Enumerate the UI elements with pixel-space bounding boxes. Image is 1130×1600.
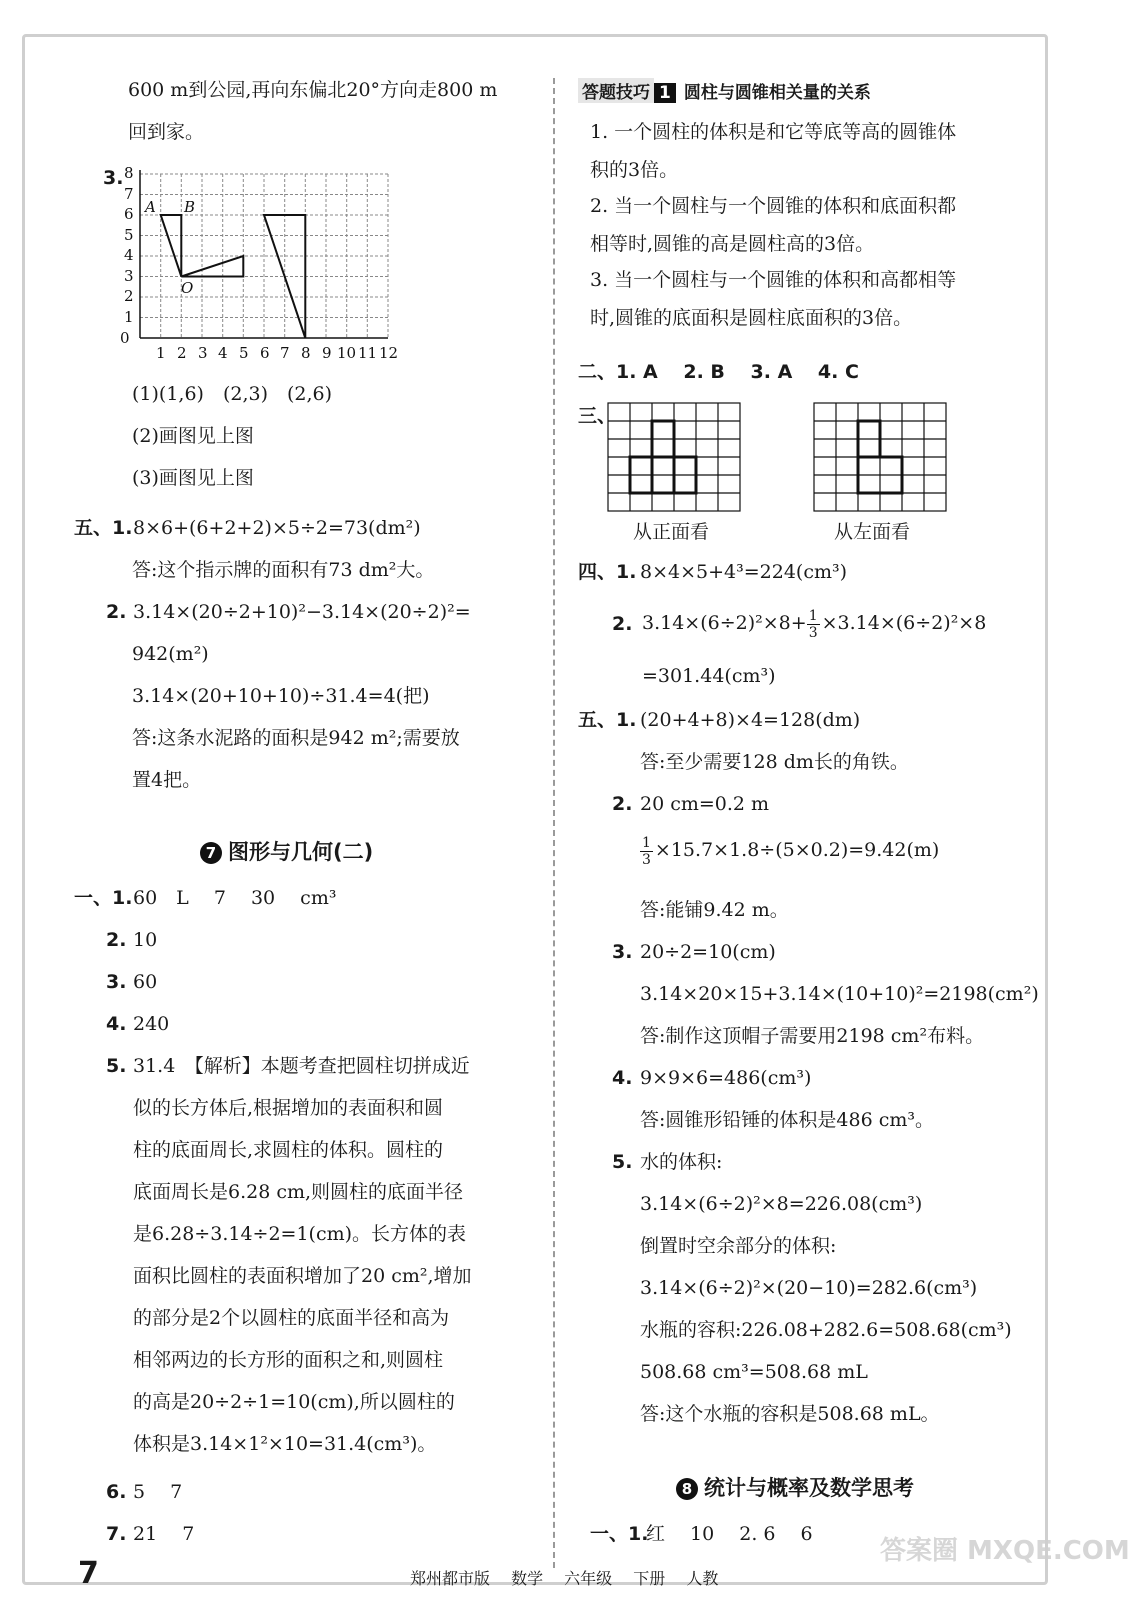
sec1-q5-line4: 底面周长是6.28 cm,则圆柱的底面半径 [133, 1181, 464, 1203]
sec5-q1: 8×6+(6+2+2)×5÷2=73(dm²) [133, 517, 421, 539]
sec5-q2-line3: 3.14×(20+10+10)÷31.4=4(把) [132, 685, 430, 707]
sec5r-q5-line3: 倒置时空余部分的体积: [640, 1235, 837, 1257]
sec5r-label: 五、1. [578, 709, 637, 731]
sec1-q5-line1: 31.4 【解析】本题考查把圆柱切拼成近 [133, 1055, 470, 1077]
sec5r-q2-line1: 20 cm=0.2 m [640, 793, 770, 815]
y-tick-label: 3 [124, 267, 134, 285]
sec4-q1: 8×4×5+4³=224(cm³) [640, 561, 848, 583]
coordinate-grid [118, 162, 408, 364]
tip-3-line2: 时,圆锥的底面积是圆柱底面积的3倍。 [590, 307, 913, 329]
sec2-answers: 二、1. A 2. B 3. A 4. C [578, 361, 859, 383]
sec5r-q5-line1: 水的体积: [640, 1151, 723, 1173]
front-view-caption: 从正面看 [633, 521, 710, 543]
tip-2-line2: 相等时,圆锥的高是圆柱高的3倍。 [590, 233, 875, 255]
x-tick-label: 4 [218, 344, 228, 362]
sec5-q1-answer: 答:这个指示牌的面积有73 dm²大。 [132, 559, 435, 581]
sec1-q5-line6: 面积比圆柱的表面积增加了20 cm²,增加 [133, 1265, 472, 1287]
left-view-grid [813, 402, 949, 514]
sec5r-q3-line2: 3.14×20×15+3.14×(10+10)²=2198(cm²) [640, 983, 1039, 1005]
sec1-q4-number: 4. [106, 1013, 127, 1035]
column-divider [553, 78, 555, 1568]
sec1r-answers: 红 10 2. 6 6 [646, 1523, 813, 1545]
sec1-q5-line9: 的高是20÷2÷1=10(cm),所以圆柱的 [133, 1391, 455, 1413]
q3-number: 3. [103, 167, 124, 189]
q3-answer-2: (2)画图见上图 [132, 425, 254, 447]
sec5r-q5-line2: 3.14×(6÷2)²×8=226.08(cm³) [640, 1193, 923, 1215]
y-tick-label: 2 [124, 287, 134, 305]
sec4-q2-line1 [642, 605, 986, 641]
sec1-q6: 5 7 [133, 1481, 183, 1503]
sec5r-q5-line4: 3.14×(6÷2)²×(20−10)=282.6(cm³) [640, 1277, 978, 1299]
sec1-q5-line10: 体积是3.14×1²×10=31.4(cm³)。 [133, 1433, 437, 1455]
y-tick-label: 1 [124, 308, 134, 326]
sec5r-q5-number: 5. [612, 1151, 633, 1173]
sec5r-q3-answer: 答:制作这顶帽子需要用2198 cm²布料。 [640, 1025, 985, 1047]
x-tick-label: 6 [260, 344, 270, 362]
sec5-q2-answer2: 置4把。 [132, 769, 202, 791]
sec1-q5-line5: 是6.28÷3.14÷2=1(cm)。长方体的表 [133, 1223, 467, 1245]
sec5r-q3-number: 3. [612, 941, 633, 963]
x-tick-label: 5 [239, 344, 249, 362]
tip-2-line1: 2. 当一个圆柱与一个圆锥的体积和底面积都 [590, 195, 957, 217]
fraction-denominator: 3 [808, 624, 818, 641]
sec1-q2-number: 2. [106, 929, 127, 951]
x-tick-label: 8 [301, 344, 311, 362]
sec5-q2-line1: 3.14×(20÷2+10)²−3.14×(20÷2)²= [133, 601, 471, 623]
section-number-badge: 7 [200, 842, 222, 864]
sec4-q2-part2: ×3.14×(6÷2)²×8 [821, 612, 987, 634]
left-view-caption: 从左面看 [834, 521, 911, 543]
x-tick-label: 12 [379, 344, 399, 362]
y-tick-label: 0 [120, 329, 130, 347]
sec5-q2-answer1: 答:这条水泥路的面积是942 m²;需要放 [132, 727, 460, 749]
fraction-one-third [640, 835, 653, 868]
sec5r-q4-number: 4. [612, 1067, 633, 1089]
sec5-label: 五、1. [74, 517, 133, 539]
sec1-label: 一、1. [74, 887, 133, 909]
sec5-q2-line2: 942(m²) [132, 643, 209, 665]
fraction-numerator: 1 [808, 607, 818, 624]
q3-answer-1: (1)(1,6) (2,3) (2,6) [132, 383, 333, 405]
front-view-grid [607, 402, 743, 514]
sec1r-label: 一、1. [590, 1523, 649, 1545]
sec5r-q1-answer: 答:至少需要128 dm长的角铁。 [640, 751, 909, 773]
sec5r-q4-line1: 9×9×6=486(cm³) [640, 1067, 812, 1089]
tip-3-line1: 3. 当一个圆柱与一个圆锥的体积和高都相等 [590, 269, 957, 291]
sec4-q2-line2: =301.44(cm³) [642, 665, 776, 687]
watermark: 答案圈 MXQE.COM [880, 1536, 1130, 1566]
sec1-q7: 21 7 [133, 1523, 195, 1545]
sec1-q5-line7: 的部分是2个以圆柱的底面半径和高为 [133, 1307, 450, 1329]
x-tick-label: 10 [337, 344, 357, 362]
x-tick-label: 1 [156, 344, 166, 362]
tip-heading [578, 78, 871, 103]
sec5r-q1: (20+4+8)×4=128(dm) [640, 709, 861, 731]
tip-1-line1: 1. 一个圆柱的体积是和它等底等高的圆锥体 [590, 121, 957, 143]
sec5r-q2-number: 2. [612, 793, 633, 815]
point-a-label: A [145, 198, 156, 216]
footer-info: 郑州都市版 数学 六年级 下册 人教 [410, 1569, 719, 1588]
sec4-q2-number: 2. [612, 613, 633, 635]
y-tick-label: 5 [124, 226, 134, 244]
sec5r-q5-answer: 答:这个水瓶的容积是508.68 mL。 [640, 1403, 940, 1425]
fraction-denominator: 3 [642, 851, 651, 868]
sec4-label: 四、1. [578, 561, 637, 583]
left-cont-line1: 600 m到公园,再向东偏北20°方向走800 m [128, 79, 498, 101]
page-number: 7 [78, 1556, 99, 1591]
left-cont-line2: 回到家。 [128, 121, 205, 143]
triangle-abo [161, 215, 182, 277]
x-tick-label: 3 [198, 344, 208, 362]
tip-label: 答题技巧 [578, 78, 654, 103]
sec5r-q2-line2 [640, 832, 939, 868]
sec1-q5-line2: 似的长方体后,根据增加的表面积和圆 [133, 1097, 444, 1119]
sec1-q5-number: 5. [106, 1055, 127, 1077]
sec1-q2: 10 [133, 929, 158, 951]
sec5r-q5-line6: 508.68 cm³=508.68 mL [640, 1361, 868, 1383]
sec1-q7-number: 7. [106, 1523, 127, 1545]
fraction-numerator: 1 [642, 834, 651, 851]
section7-title: 图形与几何(二) [228, 840, 374, 864]
sec3-label: 三、 [578, 405, 617, 427]
sec1-q3: 60 [133, 971, 158, 993]
sec5r-q3-line1: 20÷2=10(cm) [640, 941, 776, 963]
tip-1-line2: 积的3倍。 [590, 159, 679, 181]
y-tick-label: 7 [124, 185, 134, 203]
sec5-q2-number: 2. [106, 601, 127, 623]
sec1-q5-line3: 柱的底面周长,求圆柱的体积。圆柱的 [133, 1139, 444, 1161]
section-number-badge: 8 [676, 1478, 698, 1500]
tip-number: 1 [654, 83, 676, 103]
fraction-one-third [807, 608, 820, 641]
y-tick-label: 6 [124, 205, 134, 223]
sec1-q5-line8: 相邻两边的长方形的面积之和,则圆柱 [133, 1349, 444, 1371]
x-tick-label: 7 [280, 344, 290, 362]
tip-title: 圆柱与圆锥相关量的关系 [683, 83, 871, 103]
x-tick-label: 11 [358, 344, 378, 362]
section8-title: 统计与概率及数学思考 [704, 1476, 914, 1500]
sec1-q6-number: 6. [106, 1481, 127, 1503]
sec5r-q2-answer: 答:能铺9.42 m。 [640, 899, 789, 921]
sec5r-q5-line5: 水瓶的容积:226.08+282.6=508.68(cm³) [640, 1319, 1012, 1341]
sec1-q3-number: 3. [106, 971, 127, 993]
x-tick-label: 2 [177, 344, 187, 362]
sec4-q2-part1: 3.14×(6÷2)²×8+ [642, 612, 807, 634]
sec5r-q2-expression: ×15.7×1.8÷(5×0.2)=9.42(m) [654, 839, 940, 861]
y-tick-label: 4 [124, 246, 134, 264]
sec1-q1: 60 L 7 30 cm³ [133, 887, 337, 909]
x-tick-label: 9 [322, 344, 332, 362]
point-b-label: B [184, 198, 196, 216]
sec1-q4: 240 [133, 1013, 170, 1035]
section7-heading [200, 836, 373, 866]
q3-answer-3: (3)画图见上图 [132, 467, 254, 489]
point-o-label: O [181, 279, 194, 297]
y-tick-label: 8 [124, 164, 134, 182]
sec5r-q4-answer: 答:圆锥形铅锤的体积是486 cm³。 [640, 1109, 934, 1131]
section8-heading [676, 1472, 914, 1502]
triangle-rotated [181, 256, 243, 277]
